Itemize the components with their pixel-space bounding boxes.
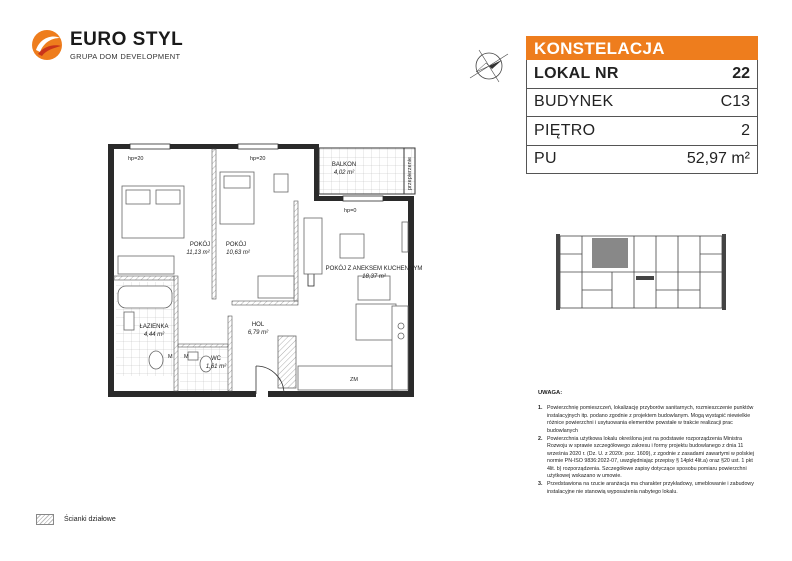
- room-area-wc: 1,61 m²: [205, 364, 227, 370]
- room-area-pokoj-1: 11,13 m²: [186, 250, 210, 256]
- hp-mark-1: hp=20: [128, 156, 144, 162]
- room-name-lazienka: ŁAZIENKA: [139, 324, 169, 330]
- room-name-living: POKÓJ Z ANEKSEM KUCHENNYM: [325, 266, 423, 272]
- unit-info-table: [526, 36, 758, 174]
- room-name-balkon: BALKON: [331, 162, 357, 168]
- info-row-lokal: [526, 60, 758, 89]
- legend: [36, 514, 116, 525]
- floor-plan: [108, 126, 438, 416]
- note-text: Przedstawiona na rzucie aranżacja ma charakter przykładowy, umeblowanie i zabudowy instalacyjne nie stanowią wyposażenia nabytego lokalu.: [547, 481, 754, 495]
- brand-tagline: GRUPA DOM DEVELOPMENT: [70, 51, 181, 61]
- note-text: Powierzchnia użytkowa lokalu określona jest na podstawie rozporządzenia Ministra Rozwoju w sprawie szczegółowego zakresu i formy projektu budowlanego z dnia 11 września 2020 r. (Dz. U. z 2020r. poz. 1609), z zgodnie z zasadami zawartymi w polskiej normie PN-ISO 9836:2022-07, uwzględniając przepisy § 14pkt 4lit.a) oraz §20 ust. 1 pkt 4lit. b) rozporządzenia. Szczegółowe zapisy dotyczące sposobu pomiaru powierzchni użytkowej wskazano w umowie.: [547, 436, 754, 480]
- info-label: PIĘTRO: [534, 121, 596, 139]
- m-mark-1: M: [168, 354, 173, 360]
- room-name-hol: HOL: [251, 322, 265, 328]
- info-row-pu: [526, 146, 758, 175]
- hp-mark-3: hp=0: [344, 208, 357, 214]
- north-compass-icon: [466, 44, 512, 88]
- note-text: Powierzchnię pomieszczeń, lokalizację przyborów sanitarnych, rozmieszczenie punktów instalacyjnych itp. podano zgodnie z projektem budowlanym. Mogą wystąpić niewielkie różnice powierzchni i usytuowania elementów powstałe w trakcie realizacji prac budowlanych: [547, 405, 754, 434]
- building-key-plan: [552, 226, 730, 318]
- room-area-living: 18,37 m²: [362, 274, 386, 280]
- note-item: [538, 405, 760, 435]
- project-name: KONSTELACJA: [526, 36, 758, 60]
- furniture: [118, 172, 408, 390]
- info-value: 22: [732, 64, 750, 82]
- balcony-partition-note: przepierzenie: [407, 156, 413, 190]
- note-item: [538, 436, 760, 480]
- room-area-balkon: 4,02 m²: [333, 170, 355, 176]
- brand-name: EURO STYL: [70, 28, 184, 50]
- zm-mark: ZM: [350, 377, 358, 383]
- brand-logo: [30, 28, 183, 62]
- info-value: C13: [720, 93, 750, 111]
- partition-wall-swatch-icon: [36, 514, 54, 525]
- notes-section: [538, 390, 760, 497]
- notes-title: UWAGA:: [538, 390, 563, 396]
- info-label: BUDYNEK: [534, 93, 614, 111]
- info-row-budynek: [526, 89, 758, 118]
- room-area-lazienka: 4,44 m²: [143, 332, 165, 338]
- info-label: PU: [534, 150, 557, 168]
- room-name-wc: WC: [211, 356, 221, 362]
- room-name-pokoj-2: POKÓJ: [225, 242, 247, 248]
- info-value: 2: [741, 121, 750, 139]
- m-mark-2: M: [184, 354, 189, 360]
- hp-mark-2: hp=20: [250, 156, 266, 162]
- note-number: 1.: [538, 405, 543, 412]
- info-value: 52,97 m²: [686, 150, 750, 168]
- note-number: 3.: [538, 481, 543, 488]
- room-area-hol: 6,79 m²: [247, 330, 269, 336]
- eurostyl-logo-icon: [30, 28, 64, 62]
- room-name-pokoj-1: POKÓJ: [189, 242, 211, 248]
- note-item: [538, 481, 760, 496]
- info-label: LOKAL NR: [534, 64, 619, 82]
- room-area-pokoj-2: 10,63 m²: [226, 250, 250, 256]
- info-row-pietro: [526, 117, 758, 146]
- legend-label: Ścianki działowe: [64, 516, 116, 523]
- key-plan-highlighted-unit: [592, 238, 628, 268]
- note-number: 2.: [538, 436, 543, 443]
